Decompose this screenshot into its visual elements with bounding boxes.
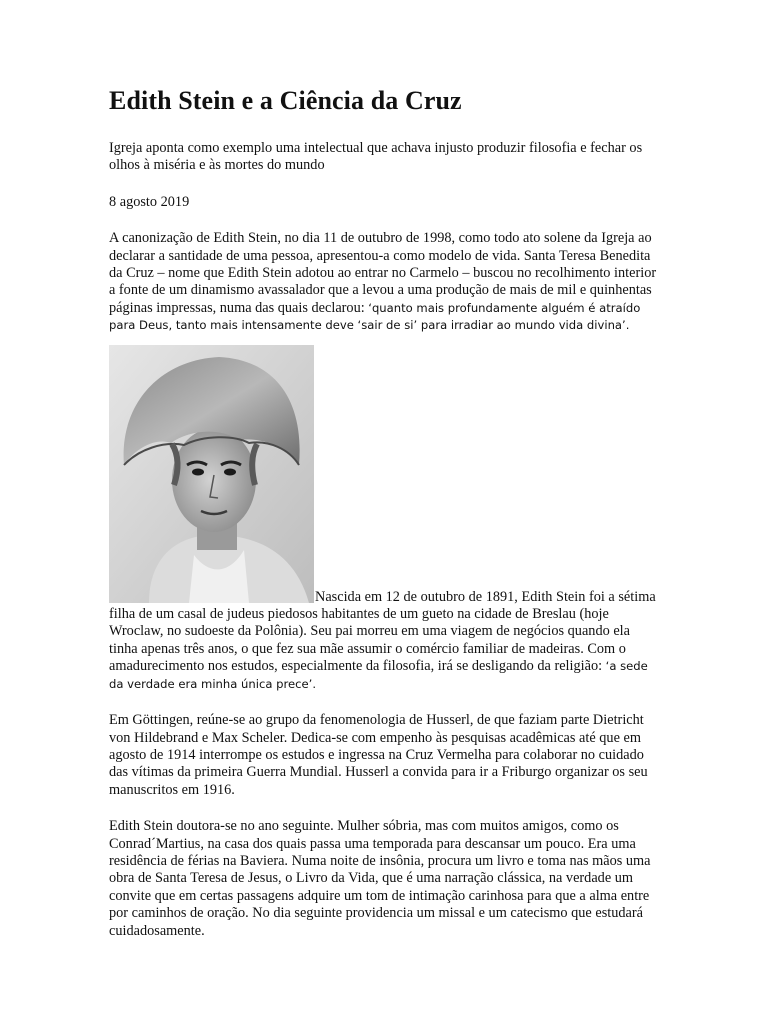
intro-paragraph — [109, 230, 657, 334]
photo-section — [109, 345, 657, 693]
portrait-photo — [109, 345, 314, 603]
birth-text: Nascida em 12 de outubro de 1891, Edith Stein foi a sétima filha de um casal de judeus piedosos habitantes de um gueto na cidade de Breslau (hoje Wroclaw, no sudoeste da Polônia). Seu pai morreu em uma viagem de negócios quando ela tinha apenas três anos, o que fez sua mãe assumir o comércio familiar de madeiras. Com o amadurecimento nos estudos, especialmente da filosofia, irá se desligando da religião: — [109, 588, 656, 675]
article-date: 8 agosto 2019 — [109, 193, 190, 210]
article-subtitle: Igreja aponta como exemplo uma intelectual que achava injusto produzir filosofia e fechar os olhos à miséria e às mortes do mundo — [109, 140, 643, 174]
birth-quote: ‘a sede da verdade era minha única prece’. — [109, 659, 648, 691]
article — [109, 86, 657, 940]
article-title: Edith Stein e a Ciência da Cruz — [109, 86, 462, 115]
intro-text: A canonização de Edith Stein, no dia 11 de outubro de 1998, como todo ato solene da Igreja ao declarar a santidade de uma pessoa, apresentou-a como modelo de vida. Santa Teresa Benedita da Cruz – nome que Edith Stein adotou ao entrar no Carmelo – buscou no recolhimento interior a fonte de um dinamismo avassalador que a levou a uma produção de mais de mil e quinhentas páginas impressas, numa das quais declarou: — [109, 230, 657, 316]
doctorate-paragraph: Edith Stein doutora-se no ano seguinte. Mulher sóbria, mas com muitos amigos, como os Conrad´Martius, na casa dos quais passa uma temporada para descansar um pouco. Era uma residência de férias na Baviera. Numa noite de insônia, procura um livro e toma nas mãos uma obra de Santa Teresa de Jesus, o Livro da Vida, que é uma narração clássica, na verdade um convite que em certas passagens adquire um tom de intimação carinhosa para que a alma entre por caminhos de oração. No dia seguinte providencia um missal e um catecismo que estudará cuidadosamente. — [109, 818, 651, 939]
intro-quote: ‘quanto mais profundamente alguém é atraído para Deus, tanto mais intensamente deve ‘sair de si’ para irradiar ao mundo vida divina’. — [109, 300, 641, 333]
gottingen-paragraph: Em Göttingen, reúne-se ao grupo da fenomenologia de Husserl, de que faziam parte Dietricht von Hildebrand e Max Scheler. Dedica-se com empenho às pesquisas acadêmicas até que em agosto de 1914 interrompe os estudos e ingressa na Cruz Vermelha para colaborar no cuidado das vítimas da primeira Guerra Mundial. Husserl a convida para ir a Friburgo organizar os seu manuscritos em 1916. — [109, 712, 648, 798]
